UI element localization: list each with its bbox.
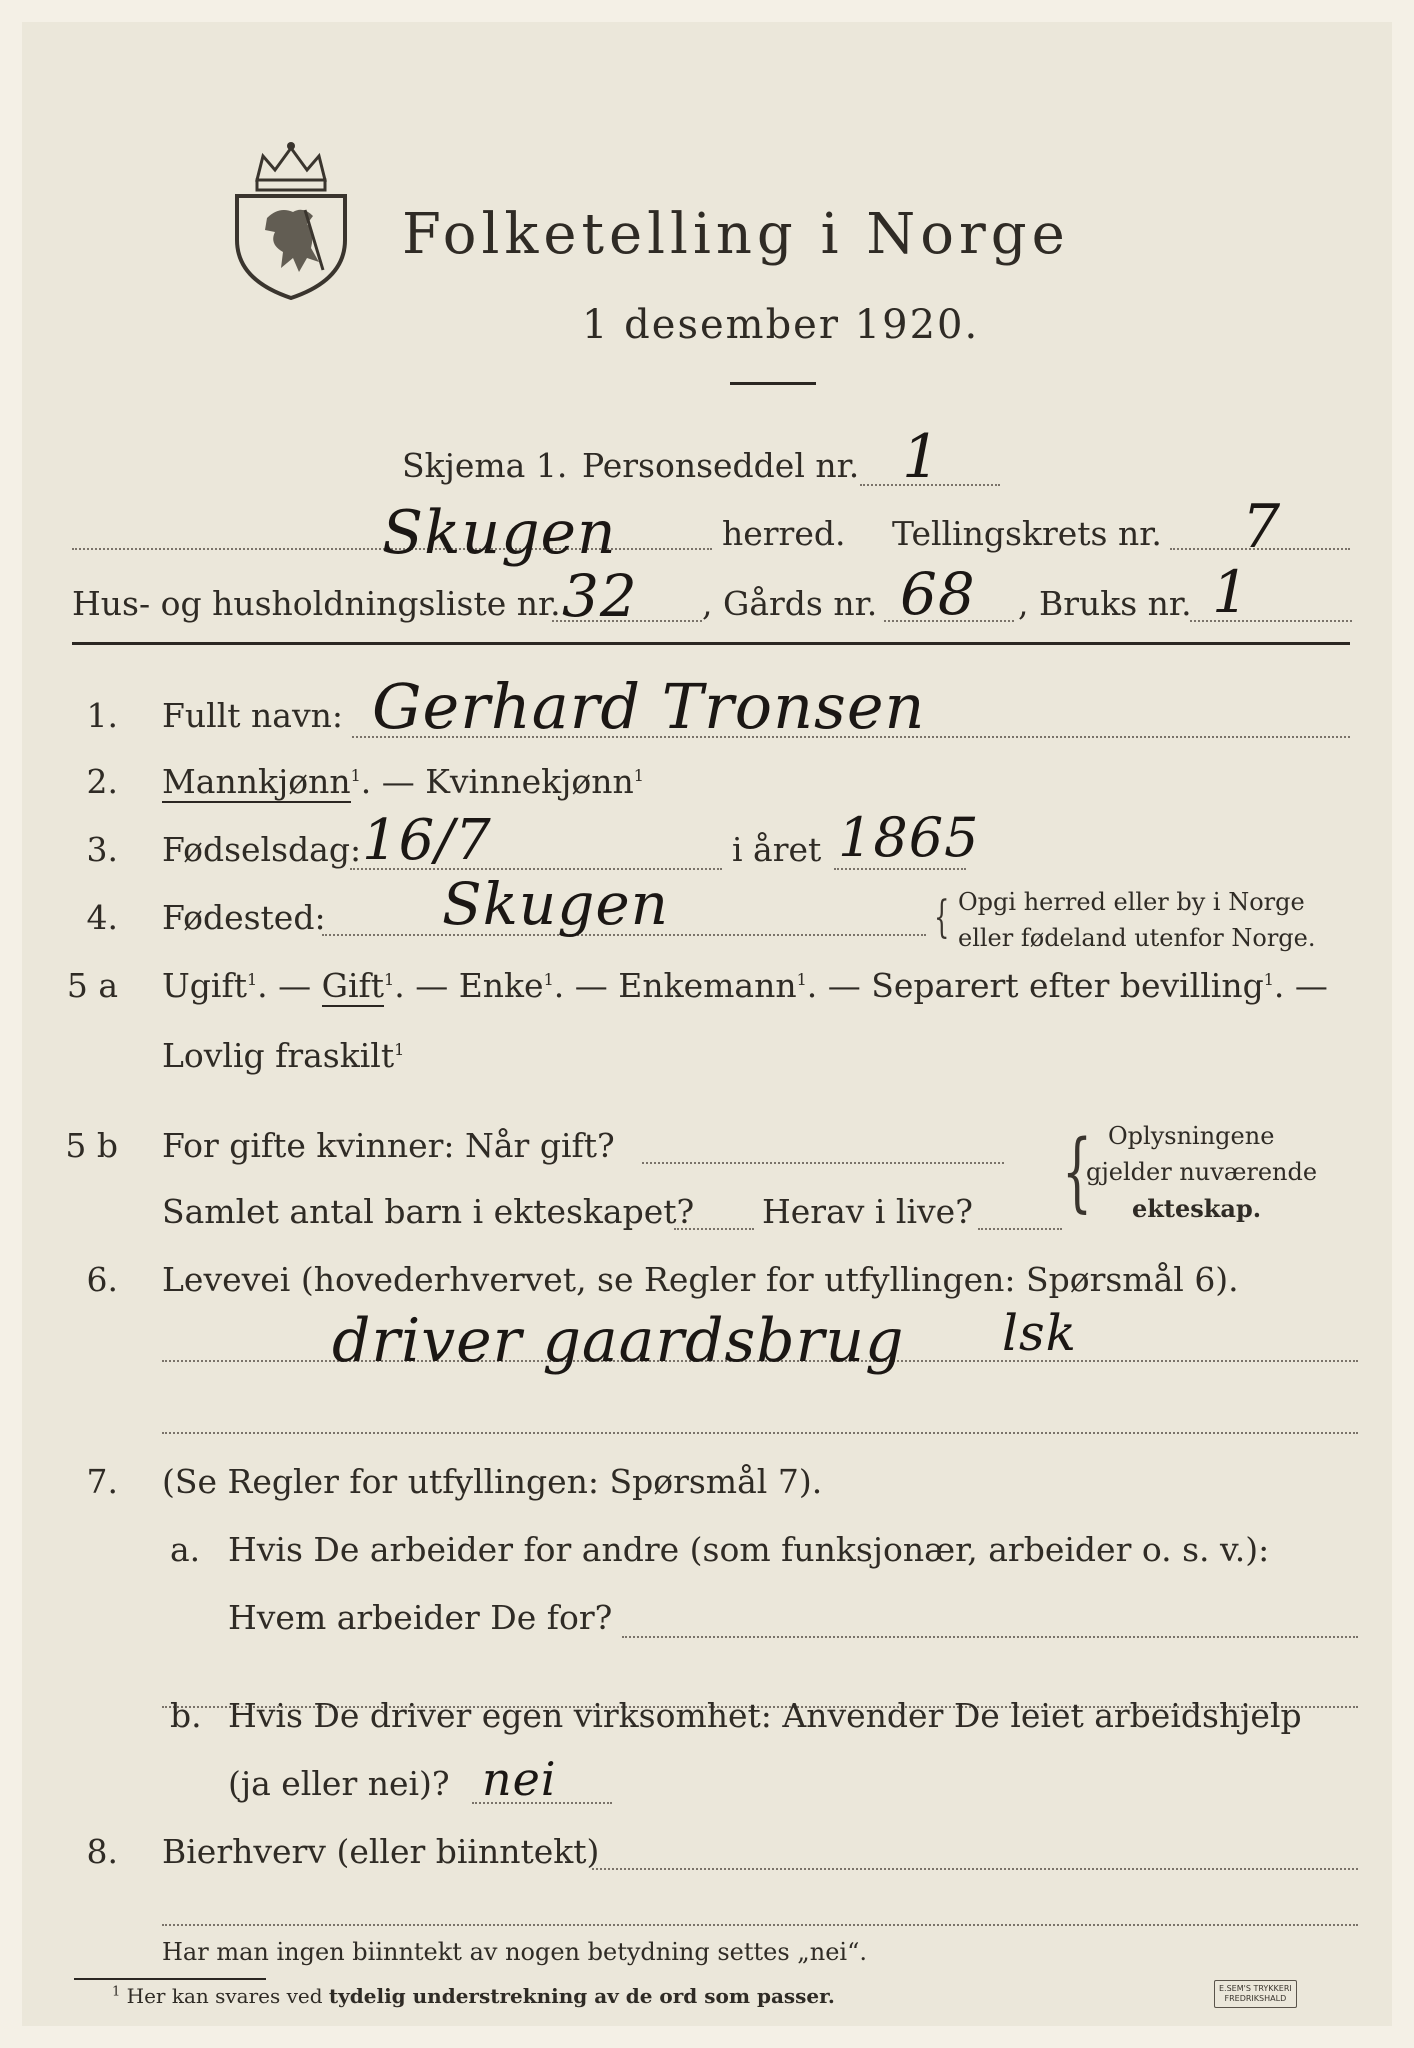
q2-male-sup: 1 [350, 766, 361, 785]
q5b-alive-line [978, 1228, 1062, 1230]
q3-label: Fødselsdag: [162, 830, 362, 869]
q7b-letter: b. [170, 1696, 202, 1735]
form-title: Folketelling i Norge [402, 202, 1070, 267]
q1-label: Fullt navn: [162, 696, 343, 735]
q5a-ugift: Ugift [162, 966, 247, 1005]
bruks-label: , Bruks nr. [1018, 584, 1192, 623]
q5a-dash-1: . — [257, 966, 322, 1005]
footnote-divider [74, 1978, 266, 1980]
q7a-letter: a. [170, 1530, 201, 1569]
q4-number: 4. [86, 898, 118, 937]
tellingskrets-value: 7 [1242, 492, 1282, 562]
q2-female-option: Kvinnekjønn [425, 762, 634, 801]
q6-label: Levevei (hovederhvervet, se Regler for utfyllingen: Spørsmål 6). [162, 1260, 1239, 1299]
q3-day-value: 16/7 [362, 808, 492, 873]
q5b-number: 5 b [65, 1126, 118, 1165]
q5b-note-line1: Oplysningene [1108, 1122, 1275, 1150]
q4-note-brace: { [934, 892, 950, 943]
census-form [22, 22, 1392, 2026]
herred-label: herred. [722, 514, 846, 553]
footnote [112, 1984, 835, 2008]
q4-label: Fødested: [162, 898, 326, 937]
q5b-label: For gifte kvinner: Når gift? [162, 1126, 615, 1165]
footnote-mark: 1 [112, 1984, 121, 2000]
personseddel-value: 1 [902, 422, 942, 492]
q5b-alive-label: Herav i live? [762, 1192, 973, 1231]
gards-value: 68 [900, 560, 976, 628]
section-divider [72, 642, 1350, 645]
q5a-dash-5: . — [1273, 966, 1328, 1005]
q5a-gift-sup: 1 [384, 970, 395, 989]
q5a-dash-3: . — [553, 966, 619, 1005]
q3-year-value: 1865 [838, 806, 980, 869]
q8-number: 8. [86, 1832, 118, 1871]
q6-value: driver gaardsbrug [332, 1306, 905, 1376]
q5a-enkemann-sup: 1 [796, 970, 807, 989]
q7b-label: Hvis De driver egen virksomhet: Anvender De leiet arbeidshjelp [228, 1696, 1302, 1735]
census-date: 1 desember 1920. [582, 302, 980, 348]
footnote-text: Her kan svares ved [126, 1984, 323, 2008]
hus-label: Hus- og husholdningsliste nr. [72, 584, 561, 623]
q3-year-label: i året [732, 830, 822, 869]
q5b-note-brace: { [1062, 1122, 1093, 1222]
q8-line-2 [162, 1924, 1358, 1926]
q5a-enke-sup: 1 [543, 970, 554, 989]
skjema-label: Skjema 1. [402, 446, 568, 485]
q5a-separert-sup: 1 [1263, 970, 1274, 989]
q5b-married-line [642, 1162, 1004, 1164]
biinntekt-note: Har man ingen biinntekt av nogen betydning settes „nei“. [162, 1938, 867, 1966]
q5a-gift: Gift [321, 966, 385, 1005]
q7a-line-1 [622, 1636, 1358, 1638]
q8-label: Bierhverv (eller biinntekt) [162, 1832, 600, 1871]
q5a-number: 5 a [66, 966, 118, 1005]
q5b-note-line3: ekteskap. [1132, 1194, 1262, 1223]
q7-label: (Se Regler for utfyllingen: Spørsmål 7). [162, 1462, 823, 1501]
coat-of-arms-icon [227, 140, 355, 300]
q7-number: 7. [86, 1462, 118, 1501]
q5a-enke: Enke [458, 966, 544, 1005]
q5a-fraskilt-row [162, 1036, 404, 1075]
q4-value: Skugen [442, 870, 670, 938]
q1-number: 1. [86, 696, 118, 735]
gards-label: , Gårds nr. [702, 584, 878, 623]
q4-note-line2: eller fødeland utenfor Norge. [958, 924, 1316, 952]
bruks-value: 1 [1212, 558, 1250, 626]
q4-note-line1: Opgi herred eller by i Norge [958, 888, 1305, 916]
q2-female-sup: 1 [633, 766, 644, 785]
hus-value: 32 [562, 562, 638, 630]
q5a-fraskilt: Lovlig fraskilt [162, 1036, 395, 1075]
q5a-options [162, 966, 1328, 1005]
q7a-label: Hvis De arbeider for andre (som funksjonær, arbeider o. s. v.): [228, 1530, 1270, 1569]
personseddel-label: Personseddel nr. [582, 446, 860, 485]
title-divider [730, 382, 816, 385]
q6-line-2 [162, 1432, 1358, 1434]
q5a-separert: Separert efter bevilling [871, 966, 1264, 1005]
q6-code: lsk [1002, 1304, 1077, 1362]
q5a-dash-2: . — [394, 966, 459, 1005]
herred-value: Skugen [382, 498, 617, 568]
q2-male-option: Mannkjønn [162, 762, 351, 801]
q7a-sub: Hvem arbeider De for? [228, 1598, 613, 1637]
q6-number: 6. [86, 1260, 118, 1299]
q8-line-1 [592, 1868, 1358, 1870]
q7b-sub: (ja eller nei)? [228, 1764, 450, 1803]
q5a-dash-4: . — [806, 966, 872, 1005]
q5b-children-label: Samlet antal barn i ekteskapet? [162, 1192, 695, 1231]
q5a-fraskilt-sup: 1 [394, 1040, 405, 1059]
q2-gender-row [162, 762, 644, 801]
footnote-bold: tydelig understrekning av de ord som passer. [328, 1984, 835, 2008]
q5b-children-line [674, 1228, 754, 1230]
q1-value: Gerhard Tronsen [372, 670, 926, 743]
q5a-ugift-sup: 1 [246, 970, 258, 989]
q3-number: 3. [86, 830, 118, 869]
q5b-note-line2: gjelder nuværende [1086, 1158, 1318, 1186]
tellingskrets-label: Tellingskrets nr. [892, 514, 1162, 553]
q2-number: 2. [86, 762, 118, 801]
q5a-enkemann: Enkemann [618, 966, 797, 1005]
printer-name: E.SEM'S TRYKKERI [1219, 1984, 1292, 1993]
q2-separator: . — [360, 762, 426, 801]
printer-city: FREDRIKSHALD [1224, 1994, 1287, 2003]
q7b-value: nei [482, 1752, 557, 1806]
printer-stamp [1214, 1980, 1297, 2008]
